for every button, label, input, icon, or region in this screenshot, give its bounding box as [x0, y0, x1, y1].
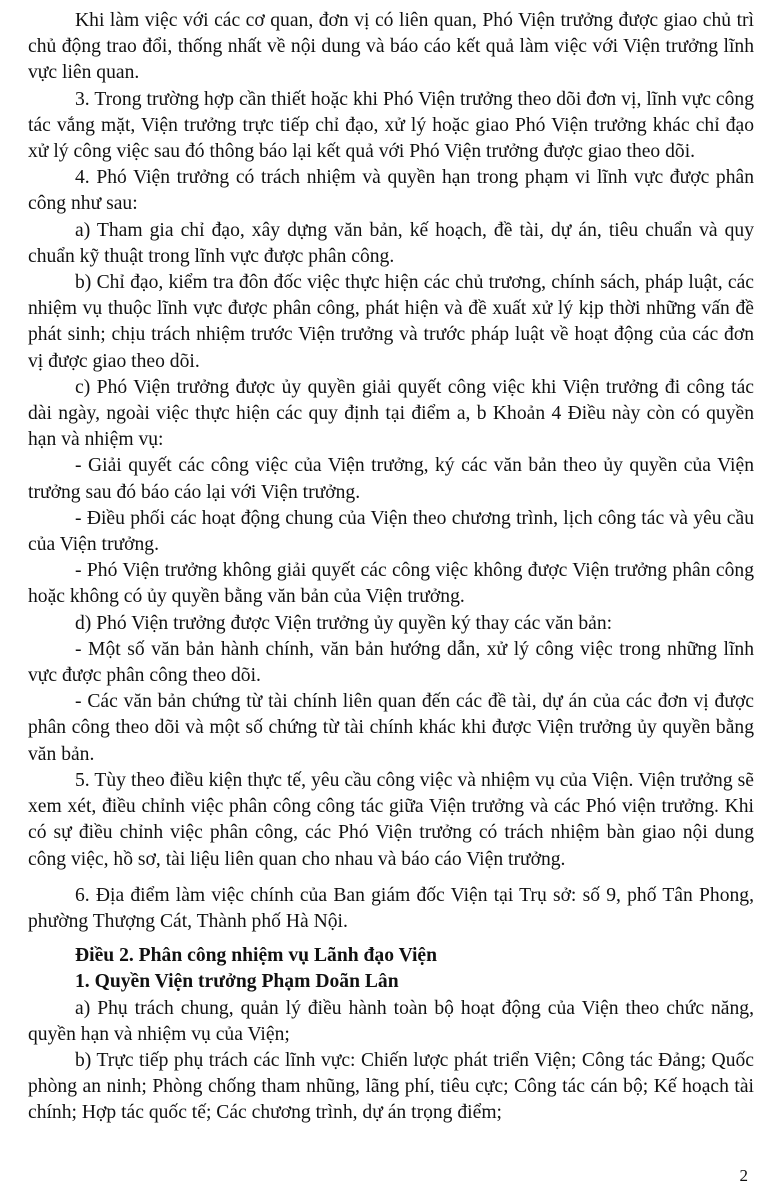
paragraph-bullet: - Điều phối các hoạt động chung của Viện theo chương trình, lịch công tác và yêu cầu của Viện trưởng. [28, 507, 754, 556]
paragraph-item-6: 6. Địa điểm làm việc chính của Ban giám đốc Viện tại Trụ sở: số 9, phố Tân Phong, phường Thượng Cát, Thành phố Hà Nội. [28, 884, 754, 932]
paragraph-bullet: - Giải quyết các công việc của Viện trưởng, ký các văn bản theo ủy quyền của Viện trưởng sau đó báo cáo lại với Viện trưởng. [28, 455, 754, 503]
paragraph-bullet: - Phó Viện trưởng không giải quyết các công việc không được Viện trưởng phân công hoặc không có ủy quyền bằng văn bản của Viện trưởng. [28, 560, 754, 608]
paragraph-item-5: 5. Tùy theo điều kiện thực tế, yêu cầu công việc và nhiệm vụ của Viện. Viện trưởng sẽ xem xét, điều chỉnh việc phân công công tác giữa Viện trưởng và các Phó viện trưởng. Khi có sự điều chỉnh việc phân công, các Phó Viện trưởng có trách nhiệm bàn giao nội dung công việc, hồ sơ, tài liệu liên quan cho nhau và báo cáo Viện trưởng. [28, 769, 754, 870]
page-number: 2 [739, 1166, 748, 1185]
paragraph-intro: Khi làm việc với các cơ quan, đơn vị có liên quan, Phó Viện trưởng được giao chủ trì chủ động trao đổi, thống nhất về nội dung và báo cáo kết quả làm việc với Viện trưởng lĩnh vực liên quan. [28, 10, 754, 84]
paragraph-duty-b: b) Trực tiếp phụ trách các lĩnh vực: Chiến lược phát triển Viện; Công tác Đảng; Quốc phòng an ninh; Phòng chống tham nhũng, lãng phí, tiêu cực; Công tác cán bộ; Kế hoạch tài chính; Hợp tác quốc tế; Các chương trình, dự án trọng điểm; [28, 1049, 754, 1124]
document-body [28, 8, 754, 1127]
paragraph-item-4d: d) Phó Viện trưởng được Viện trưởng ủy quyền ký thay các văn bản: [75, 612, 613, 634]
paragraph-item-4: 4. Phó Viện trưởng có trách nhiệm và quyền hạn trong phạm vi lĩnh vực được phân công như sau: [28, 167, 754, 215]
article-heading: Điều 2. Phân công nhiệm vụ Lãnh đạo Viện [75, 945, 438, 967]
section-heading: 1. Quyền Viện trưởng Phạm Doãn Lân [75, 971, 399, 993]
paragraph-bullet: - Một số văn bản hành chính, văn bản hướng dẫn, xử lý công việc trong những lĩnh vực được phân công theo dõi. [28, 638, 754, 687]
paragraph-bullet: - Các văn bản chứng từ tài chính liên quan đến các đề tài, dự án của các đơn vị được phân công theo dõi và một số chứng từ tài chính khác khi được Viện trưởng ủy quyền bằng văn bản. [28, 691, 754, 765]
paragraph-item-3: 3. Trong trường hợp cần thiết hoặc khi Phó Viện trưởng theo dõi đơn vị, lĩnh vực công tác vắng mặt, Viện trưởng trực tiếp chỉ đạo, xử lý hoặc giao Phó Viện trưởng khác chỉ đạo xử lý công việc sau đó thông báo lại kết quả với Phó Viện trưởng được giao theo dõi. [28, 88, 754, 163]
paragraph-item-4a: a) Tham gia chỉ đạo, xây dựng văn bản, kế hoạch, đề tài, dự án, tiêu chuẩn và quy chuẩn kỹ thuật trong lĩnh vực được phân công. [28, 219, 754, 267]
paragraph-item-4b: b) Chỉ đạo, kiểm tra đôn đốc việc thực hiện các chủ trương, chính sách, pháp luật, các nhiệm vụ thuộc lĩnh vực được phân công, phát hiện và đề xuất xử lý kịp thời những vấn đề phát sinh; chịu trách nhiệm trước Viện trưởng và trước pháp luật về hoạt động của các đơn vị được giao theo dõi. [28, 272, 754, 372]
paragraph-item-4c: c) Phó Viện trưởng được ủy quyền giải quyết công việc khi Viện trưởng đi công tác dài ngày, ngoài việc thực hiện các quy định tại điểm a, b Khoản 4 Điều này còn có quyền hạn và nhiệm vụ: [28, 376, 754, 451]
paragraph-duty-a: a) Phụ trách chung, quản lý điều hành toàn bộ hoạt động của Viện theo chức năng, quyền hạn và nhiệm vụ của Viện; [28, 997, 754, 1045]
